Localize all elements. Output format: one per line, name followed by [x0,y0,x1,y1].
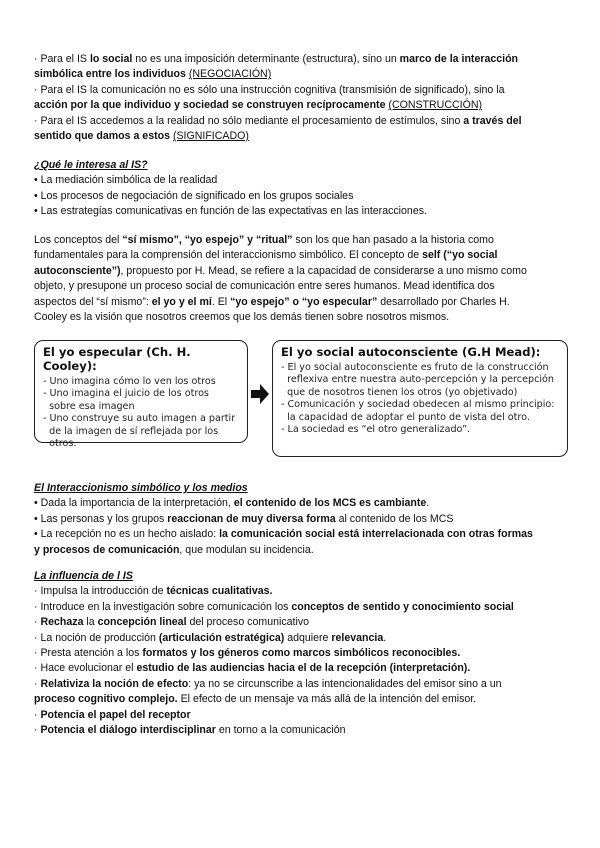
box-list-item: - Uno imagina el juicio de los otros [43,388,209,400]
box-list-item: - Comunicación y sociedad obedecen al mismo principio: [281,399,555,411]
text-segment: concepción lineal [97,616,187,629]
text-segment: , que modulan su incidencia. [179,543,314,556]
text-line [34,67,568,82]
text-segment: en torno a la comunicación [215,724,346,737]
yo-social-title: El yo social autoconsciente (G.H Mead): [281,345,541,359]
text-line [34,264,568,279]
text-segment: • La recepción no es un hecho aislado: [34,528,220,541]
text-segment: la comunicación social está interrelacionada con otras formas [219,528,533,541]
text-line [34,310,568,325]
interest-bullet: • Los procesos de negociación de significado en los grupos sociales [34,189,354,202]
text-line [34,279,568,294]
media-lines [34,496,568,558]
text-segment: fundamentales para la comprensión del interaccionismo simbólico. El concepto de [34,249,423,262]
text-segment: “yo espejo” o “yo especular” [230,295,378,308]
box-list-item: - El yo social autoconsciente es fruto de la construcción [281,362,549,373]
box-list-item: otros. [43,438,77,450]
text-segment: Potencia el papel del receptor [40,708,191,721]
text-segment: objeto, y presupone un proceso social de comunicación entre seres humanos. Mead identifica dos [34,280,495,293]
text-segment: son los que han pasado a la historia como [292,234,494,246]
text-line [34,646,568,661]
text-segment: Cooley es la visión que nosotros creemos que los demás tienen sobre nosotros mismos. [34,311,450,324]
text-segment: aspectos del “sí mismo”: [34,295,152,308]
interest-heading: ¿Qué le interesa al IS? [34,159,148,171]
interest-bullet: • Las estrategias comunicativas en función de las expectativas en las interacciones. [34,205,427,218]
text-segment: · [34,677,41,690]
text-segment: Rechaza [40,616,84,629]
text-segment: lo social [89,53,133,65]
text-segment: adquiere [284,631,332,644]
text-segment: (articulación estratégica) [158,631,285,644]
text-segment: · Introduce en la investigación sobre comunicación los [34,600,292,613]
intro-paragraph [34,52,568,144]
text-line [34,233,568,248]
media-heading: El Interaccionismo simbólico y los medios [34,482,248,494]
text-line [34,615,568,630]
text-segment: acción por la que individuo y sociedad se construyen recíprocamente [34,99,386,112]
text-segment: (SIGNIFICADO) [172,130,249,143]
text-segment: • Dada la importancia de la interpretación, [34,497,234,510]
text-segment: · Hace evolucionar el [34,662,137,675]
text-segment: sentido que damos a estos [34,130,170,143]
media-section [34,481,568,558]
text-segment: proceso cognitivo complejo. [34,693,178,706]
yo-especular-title: El yo especular (Ch. H. Cooley): [43,345,191,373]
text-line [34,248,568,263]
text-line [34,98,568,113]
box-list-item: - Uno construye su auto imagen a partir [43,413,236,425]
text-segment: formatos y los géneros como marcos simbólicos reconocibles. [142,647,461,660]
text-segment: · [34,616,41,629]
text-segment: no es una imposición determinante (estructura), sino un [132,53,400,65]
text-segment: la [83,616,98,629]
yo-social-box [272,340,568,457]
text-segment: Relativiza la noción de efecto [40,677,189,690]
text-segment: del proceso comunicativo [186,616,310,629]
text-line [34,129,568,144]
text-line [34,600,568,615]
interest-bullet: • La mediación simbólica de la realidad [34,174,218,187]
text-line [34,496,568,511]
text-line [34,512,568,527]
yo-social-list [281,362,559,436]
box-list-item: la capacidad de adoptar el punto de vista del otro. [281,411,530,423]
influence-heading: La influencia de l IS [34,570,133,582]
text-segment: · Para el IS [34,53,90,65]
text-line [34,83,568,98]
text-segment: estudio de las audiencias hacia el de la recepción (interpretación). [136,662,471,675]
concepts-paragraph [34,233,568,325]
text-segment: técnicas cualitativas. [166,585,273,598]
box-list-item: - Uno imagina cómo lo ven los otros [43,376,216,387]
text-segment: · Presta atención a los [34,647,143,660]
text-segment: . El [211,295,231,308]
box-list-item: - La sociedad es “el otro generalizado”. [281,424,471,436]
text-segment: el yo y el mí [151,295,212,308]
text-segment: Potencia el diálogo interdisciplinar [40,724,216,737]
text-segment: conceptos de sentido y conocimiento social [291,600,514,613]
text-segment: Los conceptos del [34,234,123,246]
text-line [34,52,568,67]
yo-especular-box [34,340,248,450]
interest-section [34,158,568,220]
text-segment: desarrollado por Charles H. [377,295,510,308]
text-segment: al contenido de los MCS [335,512,454,525]
text-line [34,543,568,558]
text-line [34,677,568,692]
text-line [34,661,568,676]
influence-section [34,569,568,738]
box-list-item: que de nosotros tienen los otros (yo objetivado) [281,386,518,398]
text-segment: self (“yo social [422,249,498,262]
text-segment: · Para el IS la comunicación no es sólo una instrucción cognitiva (transmisión de significado), sino la [34,83,505,96]
text-segment: marco de la interacción [399,53,519,65]
right-arrow-icon [251,383,269,405]
text-segment: · [34,724,41,737]
text-segment: . [383,631,387,644]
text-segment: · [34,708,41,721]
text-segment: · La noción de producción [34,631,159,644]
text-line [34,708,568,723]
text-segment: (NEGOCIACIÓN) [188,68,272,81]
text-segment: y procesos de comunicación [34,543,180,556]
text-line [34,584,568,599]
text-segment: relevancia [331,631,384,644]
text-segment: autoconsciente”) [34,264,121,277]
text-segment: , propuesto por H. Mead, se refiere a la capacidad de considerarse a uno mismo como [120,264,527,277]
text-segment: reaccionan de muy diversa forma [167,512,336,525]
text-segment: • Las personas y los grupos [34,512,168,525]
text-segment: el contenido de los MCS es cambiante [233,497,427,510]
text-line [34,631,568,646]
box-list-item: reflexiva entre nuestra auto-percepción y la percepción [281,374,554,386]
box-list-item: sobre esa imagen [43,400,135,412]
text-line [34,527,568,542]
yo-especular-list [43,376,239,450]
influence-lines [34,584,568,738]
text-segment: · Impulsa la introducción de [34,585,167,598]
text-line [34,114,568,129]
text-line [34,723,568,738]
text-segment: : ya no se circunscribe a las intencionalidades del emisor sino a un [188,677,502,690]
text-segment: (CONSTRUCCIÓN) [388,99,482,112]
box-list-item: de la imagen de sí reflejada por los [43,425,219,437]
text-segment: · Para el IS accedemos a la realidad no sólo mediante el procesamiento de estímulos, sino [34,114,464,127]
text-line [34,692,568,707]
text-segment: . [426,497,430,510]
text-segment: simbólica entre los individuos [34,68,186,81]
text-segment: “sí mismo”, “yo espejo” y “ritual” [122,234,293,246]
text-line [34,295,568,310]
text-segment: El efecto de un mensaje va más allá de la intención del emisor. [177,693,477,706]
text-segment: a través del [463,114,522,127]
